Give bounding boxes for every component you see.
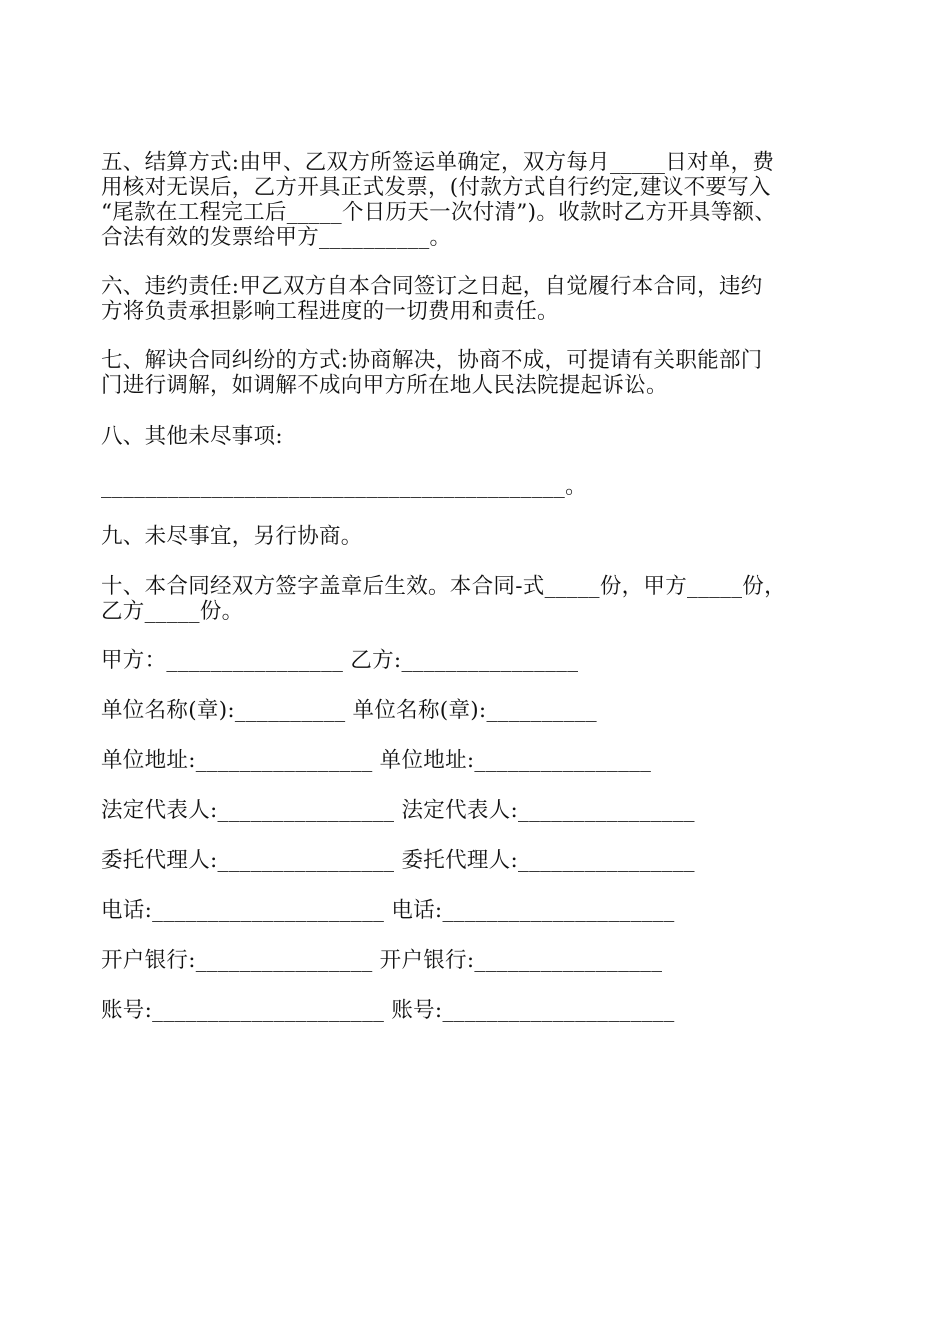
clause-six-line-1: 六、违约责任:甲乙双方自本合同签订之日起，自觉履行本合同，违约: [101, 274, 763, 299]
clause-ten-line-1: 十、本合同经双方签字盖章后生效。本合同-式_____份，甲方_____份，: [101, 574, 786, 599]
signature-party-text: 甲方：________________ 乙方:________________: [101, 648, 579, 673]
clause-five-line-2: 用核对无误后，乙方开具正式发票，(付款方式自行约定,建议不要写入: [101, 175, 771, 200]
signature-phone-row: [101, 898, 871, 923]
clause-ten-line-2: 乙方_____份。: [101, 599, 244, 624]
signature-party-row: [101, 648, 871, 673]
signature-account-row: [101, 998, 871, 1023]
signature-unit-name-row: [101, 698, 871, 723]
clause-nine-text: 九、未尽事宜，另行协商。: [101, 524, 363, 549]
clause-five-line-1: 五、结算方式:由甲、乙双方所签运单确定，双方每月_____日对单，费: [101, 150, 775, 175]
clause-eight-blank-line: __________________________________________。: [101, 474, 587, 499]
signature-phone-text: 电话:_____________________ 电话:_____________________: [101, 898, 675, 923]
clause-five-line-3: “尾款在工程完工后_____个日历天一次付清”)。收款时乙方开具等额、: [101, 200, 777, 225]
signature-bank-text: 开户银行:________________ 开户银行:_________________: [101, 948, 663, 973]
signature-unit-address-text: 单位地址:________________ 单位地址:________________: [101, 748, 652, 773]
signature-bank-row: [101, 948, 871, 973]
signature-legal-rep-row: [101, 798, 871, 823]
signature-agent-text: 委托代理人:________________ 委托代理人:________________: [101, 848, 695, 873]
clause-seven-line-1: 七、解诀合同纠纷的方式:协商解决，协商不成，可提请有关职能部门: [101, 348, 763, 373]
clause-nine: [101, 524, 871, 549]
signature-agent-row: [101, 848, 871, 873]
clause-seven-line-2: 门进行调解，如调解不成向甲方所在地人民法院提起诉讼。: [101, 373, 668, 398]
clause-six-line-2: 方将负责承担影响工程进度的一切费用和责任。: [101, 299, 559, 324]
clause-eight-title-text: 八、其他未尽事项:: [101, 424, 283, 449]
signature-unit-address-row: [101, 748, 871, 773]
clause-ten-effectiveness: [101, 574, 871, 624]
signature-account-text: 账号:_____________________ 账号:_____________________: [101, 998, 675, 1023]
clause-five-line-4: 合法有效的发票给甲方__________。: [101, 225, 452, 250]
clause-five-settlement: [101, 150, 871, 250]
clause-six-liability: [101, 274, 871, 324]
clause-eight-title: [101, 424, 871, 449]
clause-seven-dispute: [101, 348, 871, 398]
signature-unit-name-text: 单位名称(章):__________ 单位名称(章):__________: [101, 698, 597, 723]
signature-legal-rep-text: 法定代表人:________________ 法定代表人:________________: [101, 798, 695, 823]
clause-eight-blank: [101, 474, 871, 499]
